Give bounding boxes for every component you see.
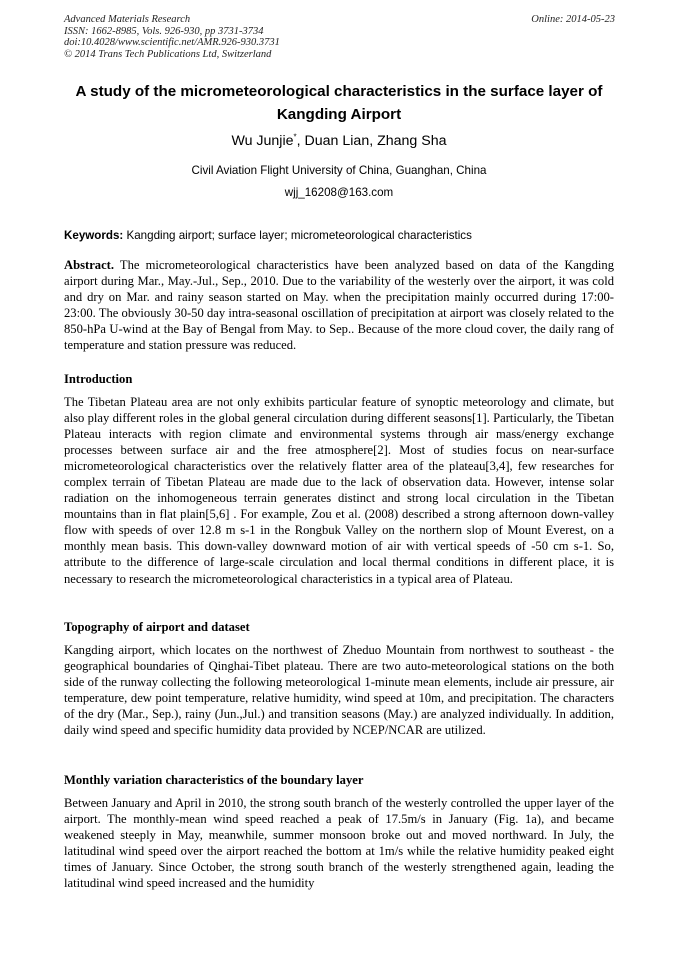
affiliation: Civil Aviation Flight University of China, Guanghan, China [191,164,487,177]
abstract [64,257,614,353]
author-list [0,133,678,149]
issn-line: ISSN: 1662-8985, Vols. 926-930, pp 3731-3734 [64,25,264,37]
journal-name: Advanced Materials Research [64,14,191,25]
section-heading: Introduction [64,372,133,386]
author-email: wjj_16208@163.com [284,186,394,199]
doi-line: doi:10.4028/www.scientific.net/AMR.926-930.3731 [64,37,280,49]
copyright-line: © 2014 Trans Tech Publications Ltd, Switzerland [64,48,272,60]
abstract-label: Abstract. [64,258,115,272]
section-heading: Monthly variation characteristics of the boundary layer [64,773,364,787]
keywords-label: Keywords: [64,229,124,242]
section-heading: Topography of airport and dataset [64,620,250,634]
section-paragraph: Between January and April in 2010, the strong south branch of the westerly controlled the upper layer of the airport. The monthly-mean wind speed reached a peak of 17.5m/s in January (Fig. 1a), and became weakened steeply in May, meanwhile, summer monsoon broke out and moved northward. In July, the latitudinal wind speed over the airport reached the bottom at 1m/s while the relative humidity peaked eight times of January. Since October, the strong south branch of the westerly strengthened again, leading the latitudinal wind speed increased and the humidity [64,796,614,891]
journal-header [64,14,280,60]
keywords-line [64,229,472,242]
abstract-text: The micrometeorological characteristics have been analyzed based on data of the Kangding airport during Mar., May.-Jul., Sep., 2010. Due to the variability of the westerly over the airport, it was cold and dry on Mar. and rainy season started on May. when the precipitation mainly occurred during 17:00-23:00. The obviously 30-50 day intra-seasonal oscillation of precipitation at airport was closely related to the 850-hPa U-wind at the Bay of Bengal from May. to Sep.. Because of the more cloud cover, the daily rang of temperature and station pressure was reduced. [64,258,614,353]
paper-title: A study of the micrometeorological characteristics in the surface layer of Kangding Airport [75,83,603,123]
author-first: Wu Junjie [231,133,294,149]
section-paragraph: Kangding airport, which locates on the northwest of Zheduo Mountain from northwest to southeast - the geographical boundaries of Qinghai-Tibet plateau. There are two auto-meteorological stations on the both side of the runway collecting the following meteorological 1-minute mean elements, include air pressure, air temperature, dew point temperature, relative humidity, wind speed at 10m, and precipitation. The characters of the dry (Mar., Sep.), rainy (Jun.,Jul.) and transition seasons (May.) are analyzed individually. In addition, daily wind speed and specific humidity data provided by NCEP/NCAR are utilized. [64,643,614,738]
corresponding-mark: * [293,132,297,142]
keywords-text: Kangding airport; surface layer; micrometeorological characteristics [123,229,472,242]
section-paragraph: The Tibetan Plateau area are not only exhibits particular feature of synoptic meteorology and climate, but also play different roles in the global general circulation during different seasons[1]. Particularly, the Tibetan Plateau interacts with region climate and environmental systems through air mass/energy exchange processes between surface air and the free atmosphere[2]. Most of studies focus on near-surface micrometeorological characteristics over the relatively flatter area of the plateau[3,4], few researches for complex terrain of Tibetan Plateau are made due to the lack of observation data. However, intense solar radiation on the inhomogeneous terrain generates distinct and strong local circulation in the Tibetan mountains than in flat plain[5,6] . For example, Zou et al. (2008) described a strong afternoon down-valley flow with speeds of over 12.8 m s-1 in the Rongbuk Valley on the northern slop of Mount Everest, on a monthly mean basis. This down-valley downward motion of air with vertical speeds of -50 cm s-1. So, attribute to the difference of large-scale circulation and local thermal conditions in different place, it is necessary to research the micrometeorological characteristics in a typical area of Plateau. [64,395,614,586]
online-date: Online: 2014-05-23 [531,14,615,25]
author-rest: , Duan Lian, Zhang Sha [296,133,447,149]
